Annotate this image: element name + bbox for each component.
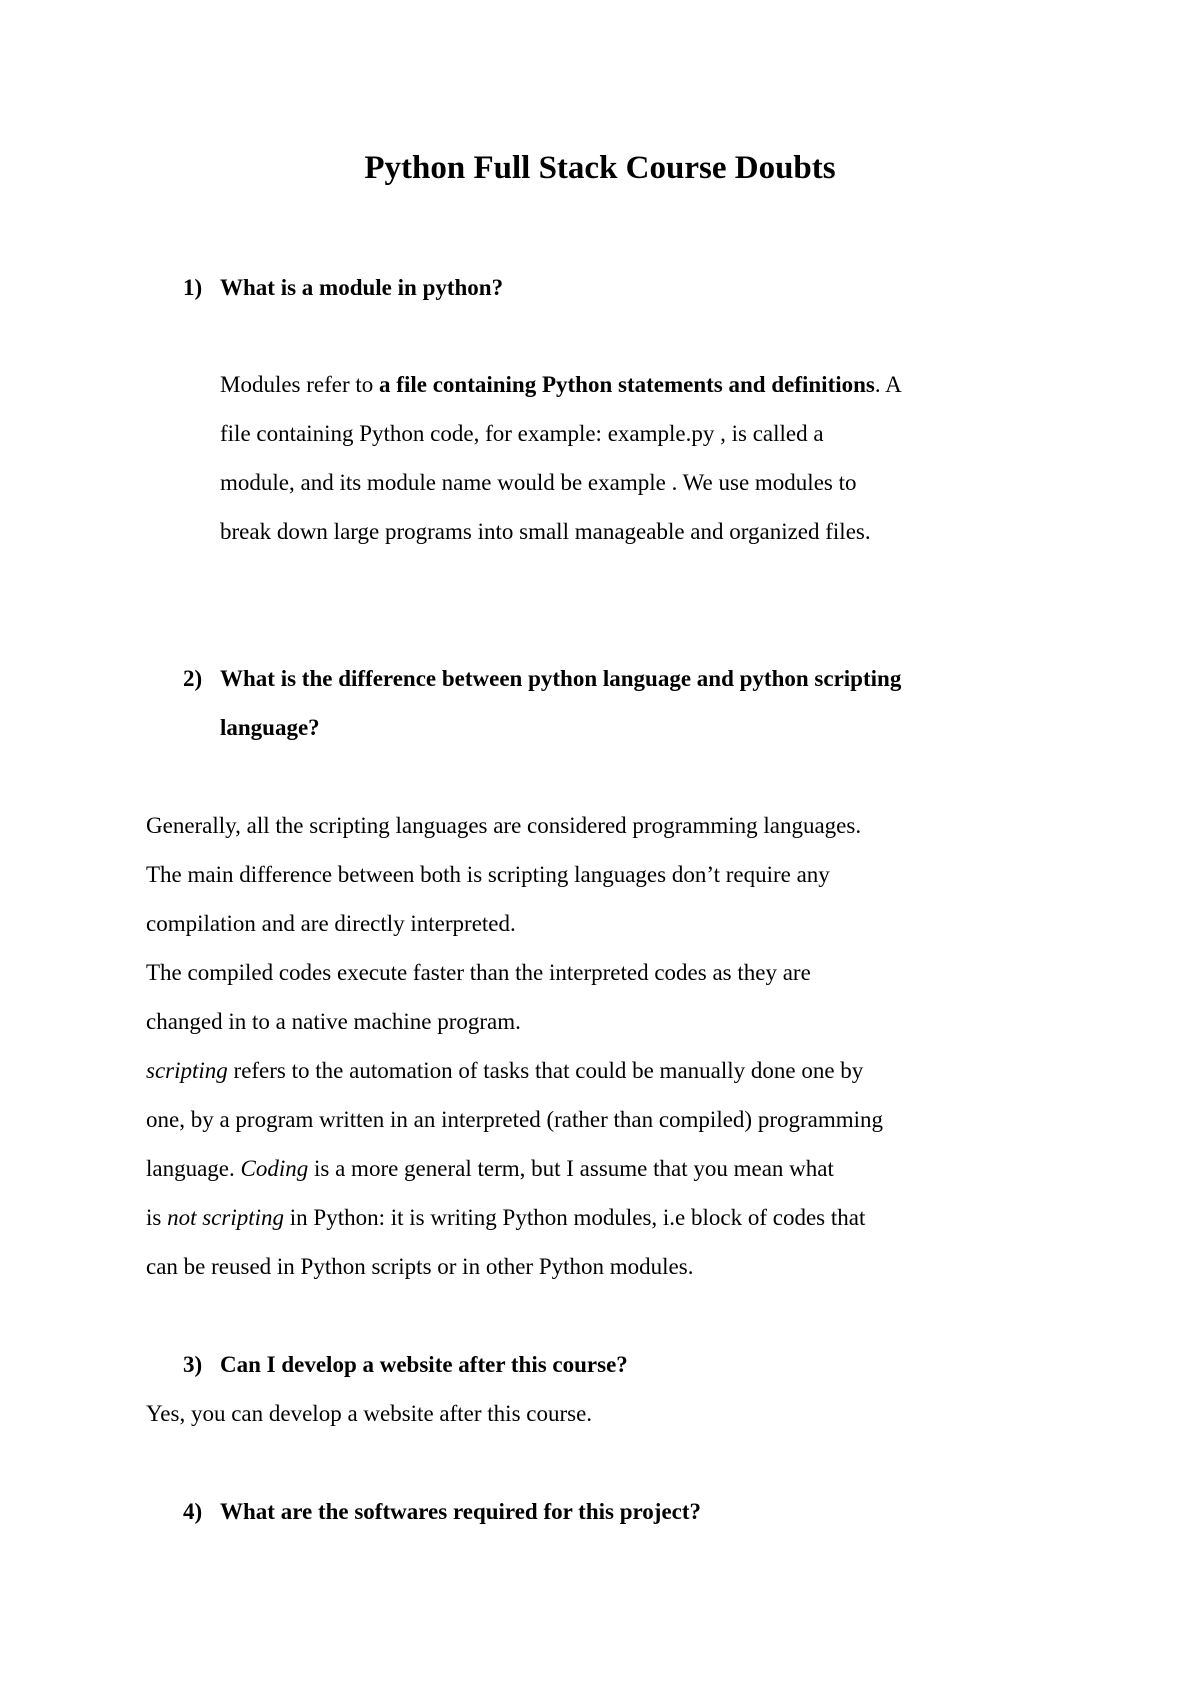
- answer-2-line-6: [146, 1046, 863, 1095]
- answer-3-line-1: Yes, you can develop a website after this course.: [146, 1401, 593, 1426]
- question-2-number: 2): [183, 666, 203, 691]
- question-2-text-line-1: What is the difference between python language and python scripting: [220, 666, 902, 691]
- answer-2-line-9-rest: in Python: it is writing Python modules, i.e block of codes that: [284, 1205, 866, 1230]
- question-1-number: 1): [183, 275, 203, 300]
- question-3-number: 3): [183, 1352, 203, 1377]
- question-3-text: Can I develop a website after this course?: [220, 1352, 628, 1377]
- answer-2-line-8-rest: is a more general term, but I assume that you mean what: [308, 1156, 834, 1181]
- document-title: Python Full Stack Course Doubts: [364, 150, 836, 186]
- answer-2-line-3: compilation and are directly interpreted.: [146, 911, 516, 936]
- answer-2-line-4: The compiled codes execute faster than the interpreted codes as they are: [146, 960, 811, 985]
- question-4-text: What are the softwares required for this project?: [220, 1499, 702, 1524]
- answer-2-line-9: [146, 1193, 865, 1242]
- answer-1-line-1-post: . A: [874, 372, 902, 397]
- answer-2-line-9-pre: is: [146, 1205, 168, 1230]
- answer-2-line-2: The main difference between both is scripting languages don’t require any: [146, 862, 830, 887]
- answer-2-line-10: can be reused in Python scripts or in other Python modules.: [146, 1254, 694, 1279]
- answer-2-line-7: one, by a program written in an interpreted (rather than compiled) programming: [146, 1107, 884, 1132]
- answer-1-line-1-pre: Modules refer to: [220, 372, 380, 397]
- answer-2-line-6-italic: scripting: [146, 1058, 228, 1083]
- answer-2-line-6-rest: refers to the automation of tasks that could be manually done one by: [227, 1058, 864, 1083]
- answer-2-line-9-italic: not scripting: [167, 1205, 285, 1230]
- answer-2-line-8-pre: language.: [146, 1156, 241, 1181]
- question-2-text-line-2: language?: [220, 715, 320, 740]
- answer-2-line-8: [146, 1144, 834, 1193]
- answer-1-line-2: file containing Python code, for example: example.py , is called a: [220, 421, 824, 446]
- answer-2-line-8-italic: Coding: [240, 1156, 309, 1181]
- answer-2-line-5: changed in to a native machine program.: [146, 1009, 521, 1034]
- question-4-number: 4): [183, 1499, 203, 1524]
- answer-1-line-4: break down large programs into small manageable and organized files.: [220, 519, 871, 544]
- answer-1-line-1: [220, 360, 902, 409]
- answer-2-line-1: Generally, all the scripting languages are considered programming languages.: [146, 813, 862, 838]
- answer-1-line-1-bold: a file containing Python statements and definitions: [379, 372, 875, 397]
- answer-1-line-3: module, and its module name would be example . We use modules to: [220, 470, 857, 495]
- question-1-text: What is a module in python?: [220, 275, 504, 300]
